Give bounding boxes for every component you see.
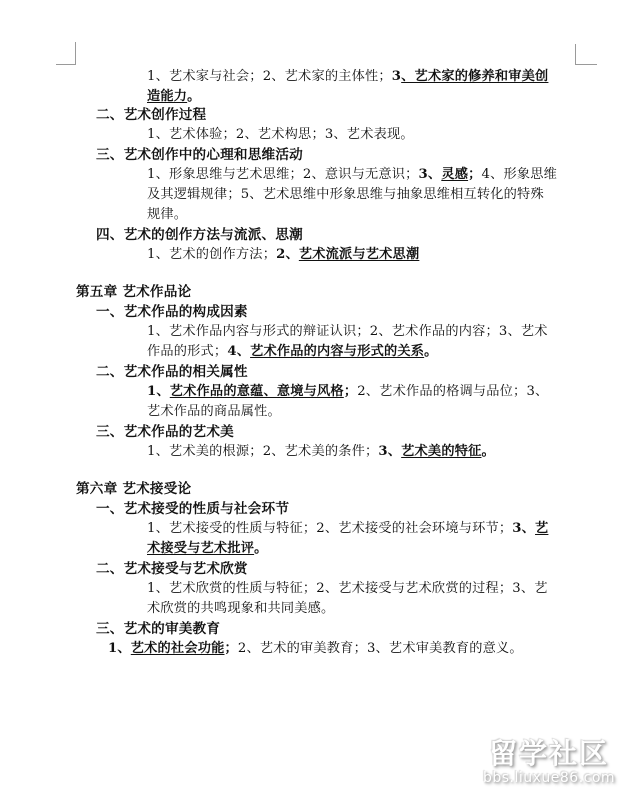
section-heading: 三、艺术创作中的心理和思维活动 [96,147,303,163]
item-text: 1、 [147,384,170,399]
key-point-text: 艺术美的特征 [401,444,482,459]
item-text: 2、 [276,247,299,262]
list-item-line [147,519,548,539]
item-text: 2、艺术的审美教育；3、艺术审美教育的意义。 [237,641,523,656]
item-text: 1、艺术接受的性质与特征；2、艺术接受的社会环境与环节； [147,521,513,536]
chapter-heading: 第五章 艺术作品论 [76,284,192,300]
item-text: 。 [424,344,438,359]
list-item-line [147,245,419,265]
list-item-line [147,442,495,462]
item-text: 。 [254,541,268,556]
section-heading: 三、艺术的审美教育 [96,621,221,637]
key-point-text: 术接受与艺术批评 [147,541,255,556]
item-text: 1、 [108,641,131,656]
item-text: 艺术作品的商品属性。 [147,404,281,419]
list-item-line [108,639,523,659]
key-point-text: 艺术流派与艺术思潮 [298,247,420,262]
item-text: 1、艺术家与社会；2、艺术家的主体性； [147,69,392,84]
key-point-text: 艺术作品的内容与形式的关系 [250,344,425,359]
item-text: 2、艺术作品的格调与品位；3、 [357,384,549,399]
list-item-line [147,322,548,342]
item-text: 1、艺术的创作方法； [147,247,277,262]
list-item-line [147,579,548,599]
section-heading: 四、艺术的创作方法与流派、思潮 [96,227,303,243]
crop-mark-top-right-vertical [575,44,576,65]
item-text: 作品的形式； [147,344,228,359]
list-item-line [147,402,281,422]
item-text: 术欣赏的共鸣现象和共同美感。 [147,601,335,616]
list-item-line [147,539,268,559]
item-text: 1、艺术体验；2、艺术构思；3、艺术表现。 [147,127,414,142]
key-point-text: 艺术作品的意蕴、意境与风格 [169,384,344,399]
list-item-line [147,125,414,145]
section-heading: 一、艺术接受的性质与社会环节 [96,501,290,517]
item-text: 1、艺术欣赏的性质与特征；2、艺术接受与艺术欣赏的过程；3、艺 [147,581,548,596]
list-item-line [147,87,201,107]
item-text: 规律。 [147,207,188,222]
item-text: ； [224,641,238,656]
item-text: 3 [391,69,402,84]
item-text: ； [468,167,482,182]
item-text: 1、艺术美的根源；2、艺术美的条件； [147,444,379,459]
list-item-line [147,599,334,619]
item-text: 。 [481,444,495,459]
item-text: 4、形象思维 [481,167,558,182]
list-item-line [147,165,557,185]
item-text: 1、形象思维与艺术思维；2、意识与无意识； [147,167,419,182]
list-item-line [147,382,548,402]
watermark [474,738,624,786]
list-item-line [147,67,548,87]
section-heading: 二、艺术创作过程 [96,107,207,123]
item-text: 4、 [227,344,251,359]
section-heading: 二、艺术接受与艺术欣赏 [96,561,248,577]
section-heading: 二、艺术作品的相关属性 [96,364,248,380]
chapter-heading: 第六章 艺术接受论 [76,481,192,497]
section-heading: 三、艺术作品的艺术美 [96,424,234,440]
key-point-text: 造能力 [147,89,188,104]
section-heading: 一、艺术作品的构成因素 [96,304,248,320]
list-item-line [147,205,187,225]
item-text: 3、 [378,444,402,459]
key-point-text: 、艺术家的修养和审美创 [401,69,549,84]
key-point-text: 艺 [535,521,549,536]
item-text: 3、 [512,521,536,536]
crop-mark-top-right-horizontal [575,64,597,65]
item-text: 1、艺术作品内容与形式的辩证认识；2、艺术作品的内容；3、艺术 [147,324,548,339]
crop-mark-top-left-horizontal [56,64,76,65]
key-point-text: 灵感 [441,167,469,182]
item-text: ； [343,384,358,399]
watermark-title: 留学社区 [488,737,609,770]
item-text: 及其逻辑规律；5、艺术思维中形象思维与抽象思维相互转化的特殊 [147,187,544,202]
key-point-text: 艺术的社会功能 [130,641,225,656]
item-text: 。 [187,89,201,104]
item-text: 3、 [418,167,442,182]
watermark-url: bbs.liuxue86.com [482,770,616,786]
list-item-line [147,342,438,362]
crop-mark-top-left-vertical [75,42,76,65]
list-item-line [147,185,544,205]
